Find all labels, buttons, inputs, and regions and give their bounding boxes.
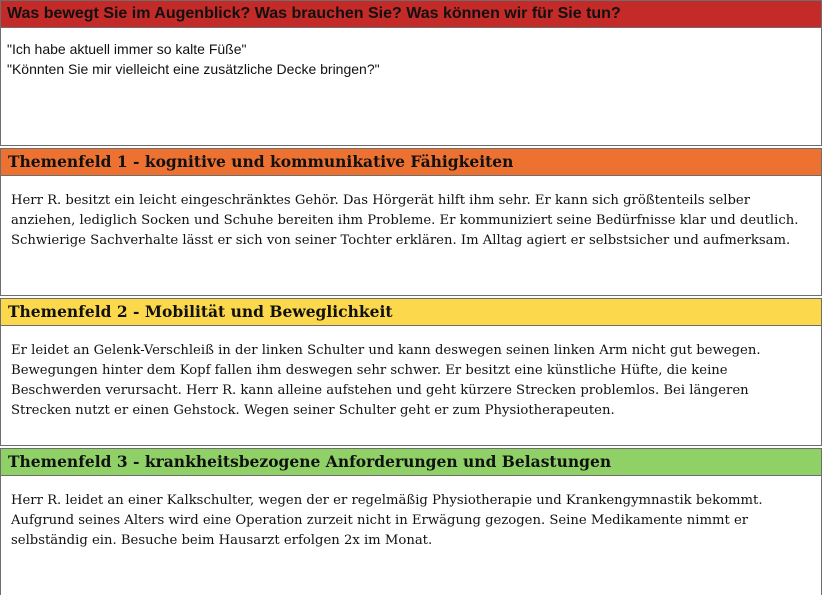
section-current-needs bbox=[0, 0, 822, 146]
section-header-themenfeld-2: Themenfeld 2 - Mobilität und Beweglichkeit bbox=[1, 299, 821, 326]
section-body-themenfeld-2: Er leidet an Gelenk-Verschleiß in der linken Schulter und kann deswegen seinen linken Arm nicht gut bewegen. Bewegungen hinter dem Kopf fallen ihm deswegen sehr schwer. Er besitzt eine künstliche Hüfte, die keine Beschwerden verursacht. Herr R. kann alleine aufstehen und geht kürzere Strecken problemlos. Bei längeren Strecken nutzt er einen Gehstock. Wegen seiner Schulter geht er zum Physiotherapeuten. bbox=[11, 343, 761, 418]
section-body-themenfeld-1: Herr R. besitzt ein leicht eingeschränktes Gehör. Das Hörgerät hilft ihm sehr. Er kann sich größtenteils selber anziehen, lediglich Socken und Schuhe bereiten ihm Probleme. Er kommuniziert seine Bedürfnisse klar und deutlich. Schwierige Sachverhalte lässt er sich von seiner Tochter erklären. Im Alltag agiert er selbstsicher und aufmerksam. bbox=[11, 193, 799, 248]
quote-line: "Könnten Sie mir vielleicht eine zusätzliche Decke bringen?" bbox=[7, 61, 380, 77]
section-header-themenfeld-1: Themenfeld 1 - kognitive und kommunikative Fähigkeiten bbox=[1, 149, 821, 176]
section-themenfeld-1 bbox=[0, 148, 822, 296]
quote-line: "Ich habe aktuell immer so kalte Füße" bbox=[7, 41, 247, 57]
section-body-current-needs bbox=[1, 28, 821, 79]
section-body-themenfeld-3: Herr R. leidet an einer Kalkschulter, wegen der er regelmäßig Physiotherapie und Krankengymnastik bekommt. Aufgrund seines Alters wird eine Operation zurzeit nicht in Erwägung gezogen. Seine Medikamente nimmt er selbständig ein. Besuche beim Hausarzt erfolgen 2x im Monat. bbox=[11, 493, 763, 548]
section-header-themenfeld-3: Themenfeld 3 - krankheitsbezogene Anforderungen und Belastungen bbox=[1, 449, 821, 476]
section-header-current-needs: Was bewegt Sie im Augenblick? Was brauchen Sie? Was können wir für Sie tun? bbox=[1, 1, 821, 28]
section-themenfeld-2 bbox=[0, 298, 822, 446]
section-themenfeld-3 bbox=[0, 448, 822, 595]
